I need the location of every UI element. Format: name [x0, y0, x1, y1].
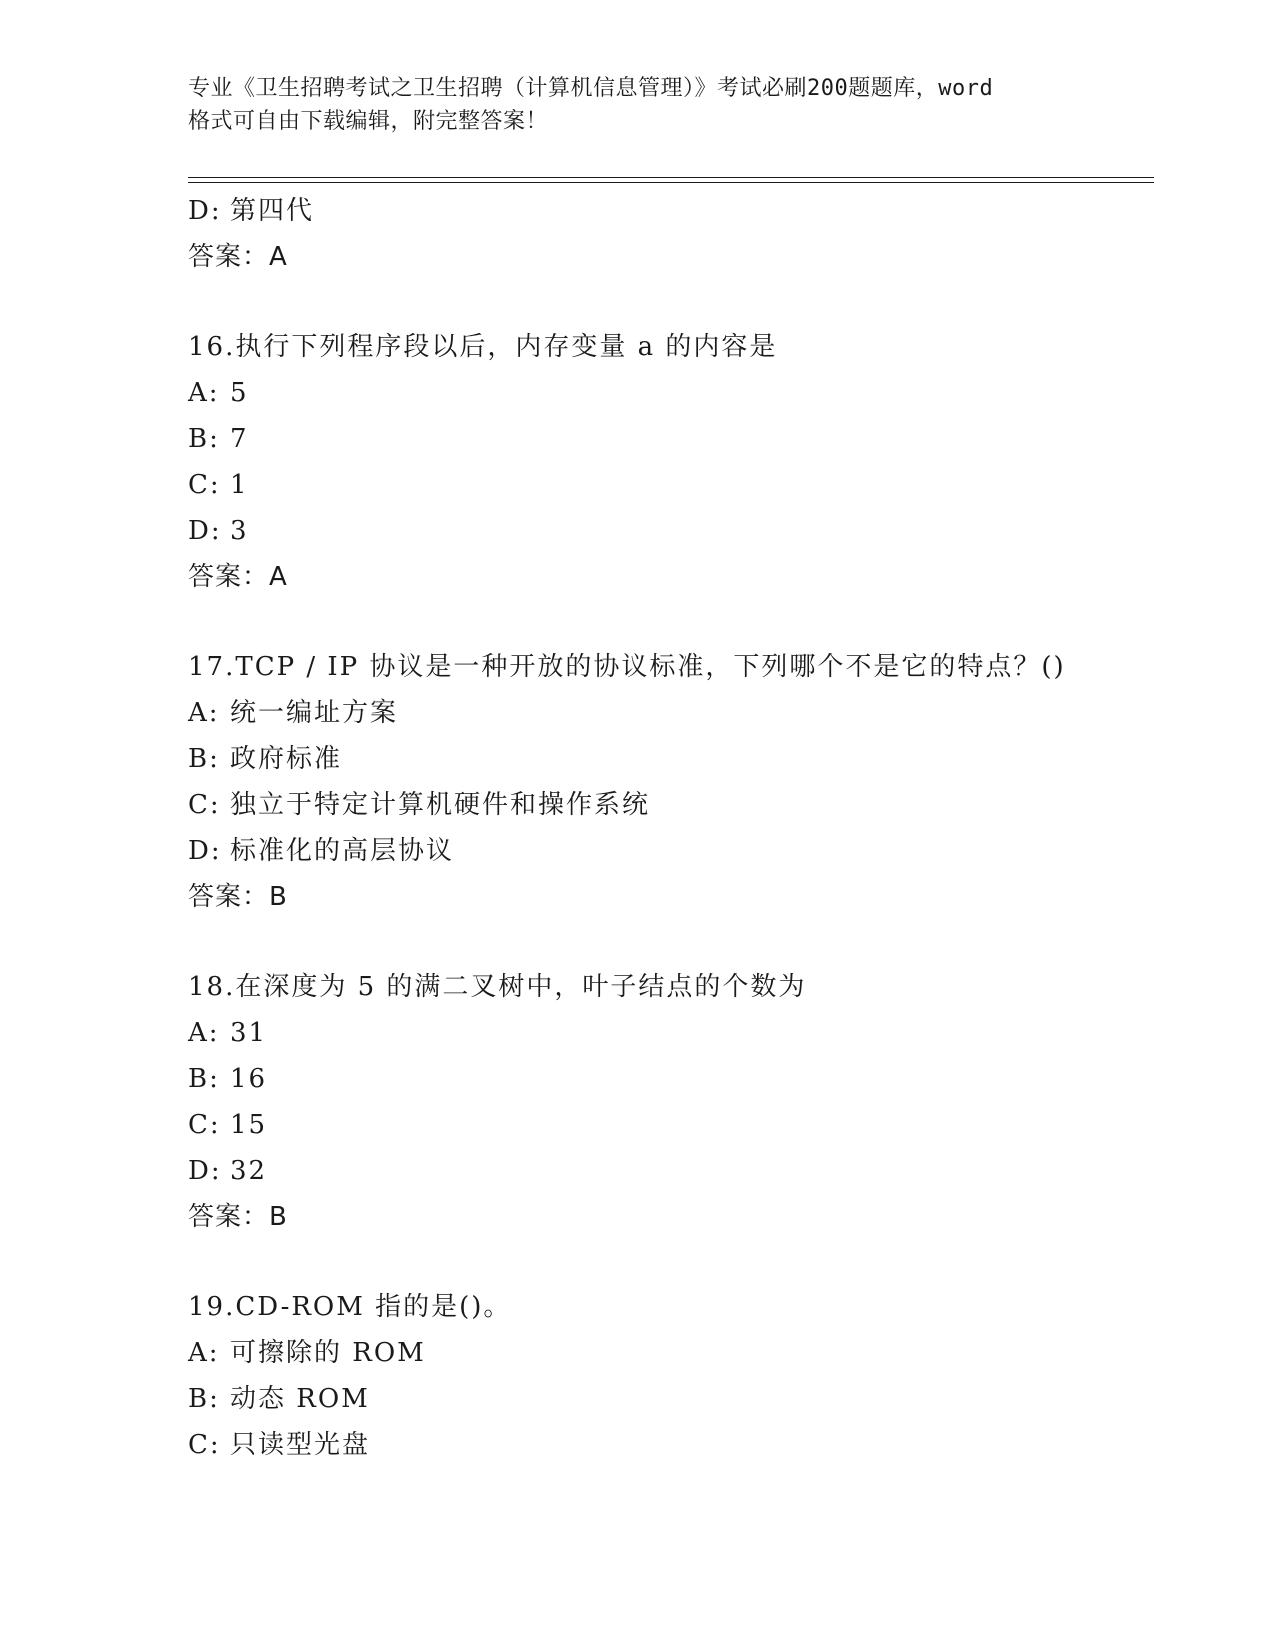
option-row — [188, 1376, 1148, 1422]
option-letter: B: — [188, 744, 220, 774]
option-letter: A: — [188, 698, 220, 728]
previous-question-tail — [188, 188, 1148, 280]
spacer — [188, 920, 1148, 964]
question-stem: 17.TCP / IP 协议是一种开放的协议标准，下列哪个不是它的特点？() — [188, 652, 1066, 682]
option-letter: D: — [188, 836, 222, 866]
option-text: 32 — [230, 1156, 268, 1186]
answer-line: 答案：A — [188, 242, 288, 272]
spacer — [188, 600, 1148, 644]
option-letter: C: — [188, 1430, 221, 1460]
option-text: 第四代 — [230, 196, 315, 226]
option-letter: A: — [188, 1018, 220, 1048]
option-text: 独立于特定计算机硬件和操作系统 — [230, 790, 651, 820]
header-title-line-2: 格式可自由下载编辑，附完整答案！ — [188, 109, 549, 134]
option-row — [188, 1102, 1148, 1148]
question-block — [188, 1284, 1148, 1468]
header-title-line-1: 专业《卫生招聘考试之卫生招聘（计算机信息管理）》考试必刷200题题库，word — [188, 76, 994, 101]
option-text: 3 — [230, 516, 249, 546]
option-text: 15 — [230, 1110, 268, 1140]
option-row — [188, 508, 1148, 554]
option-row — [188, 370, 1148, 416]
option-letter: C: — [188, 790, 221, 820]
option-text: 只读型光盘 — [230, 1430, 371, 1460]
option-row — [188, 188, 1148, 234]
option-text: 政府标准 — [230, 744, 343, 774]
option-letter: B: — [188, 424, 220, 454]
option-letter: D: — [188, 1156, 222, 1186]
header-divider-bottom — [188, 182, 1154, 183]
option-row — [188, 1148, 1148, 1194]
question-block — [188, 324, 1148, 600]
option-row — [188, 416, 1148, 462]
spacer — [188, 1240, 1148, 1284]
option-letter: B: — [188, 1064, 220, 1094]
option-row — [188, 690, 1148, 736]
question-list — [188, 188, 1148, 1468]
answer-line: 答案：A — [188, 562, 288, 592]
header-divider-top — [188, 177, 1154, 178]
option-text: 7 — [230, 424, 249, 454]
option-text: 16 — [230, 1064, 268, 1094]
option-row — [188, 1056, 1148, 1102]
question-block — [188, 964, 1148, 1240]
option-text: 动态 ROM — [230, 1384, 370, 1414]
option-letter: D: — [188, 516, 222, 546]
question-stem: 18.在深度为 5 的满二叉树中，叶子结点的个数为 — [188, 972, 807, 1002]
option-letter: B: — [188, 1384, 220, 1414]
answer-line: 答案：B — [188, 882, 288, 912]
document-header — [188, 72, 1088, 138]
option-row — [188, 736, 1148, 782]
option-text: 标准化的高层协议 — [230, 836, 455, 866]
option-letter: A: — [188, 1338, 220, 1368]
option-text: 统一编址方案 — [230, 698, 399, 728]
option-letter: D: — [188, 196, 222, 226]
question-stem: 19.CD-ROM 指的是()。 — [188, 1292, 512, 1322]
spacer — [188, 280, 1148, 324]
option-text: 1 — [230, 470, 249, 500]
answer-line: 答案：B — [188, 1202, 288, 1232]
option-row — [188, 1422, 1148, 1468]
option-letter: C: — [188, 1110, 221, 1140]
option-letter: A: — [188, 378, 220, 408]
option-row — [188, 1010, 1148, 1056]
option-text: 5 — [230, 378, 249, 408]
option-row — [188, 1330, 1148, 1376]
question-block — [188, 644, 1148, 920]
option-text: 31 — [230, 1018, 268, 1048]
option-row — [188, 782, 1148, 828]
option-row — [188, 828, 1148, 874]
question-stem: 16.执行下列程序段以后，内存变量 a 的内容是 — [188, 332, 778, 362]
option-letter: C: — [188, 470, 221, 500]
option-row — [188, 462, 1148, 508]
option-text: 可擦除的 ROM — [230, 1338, 426, 1368]
